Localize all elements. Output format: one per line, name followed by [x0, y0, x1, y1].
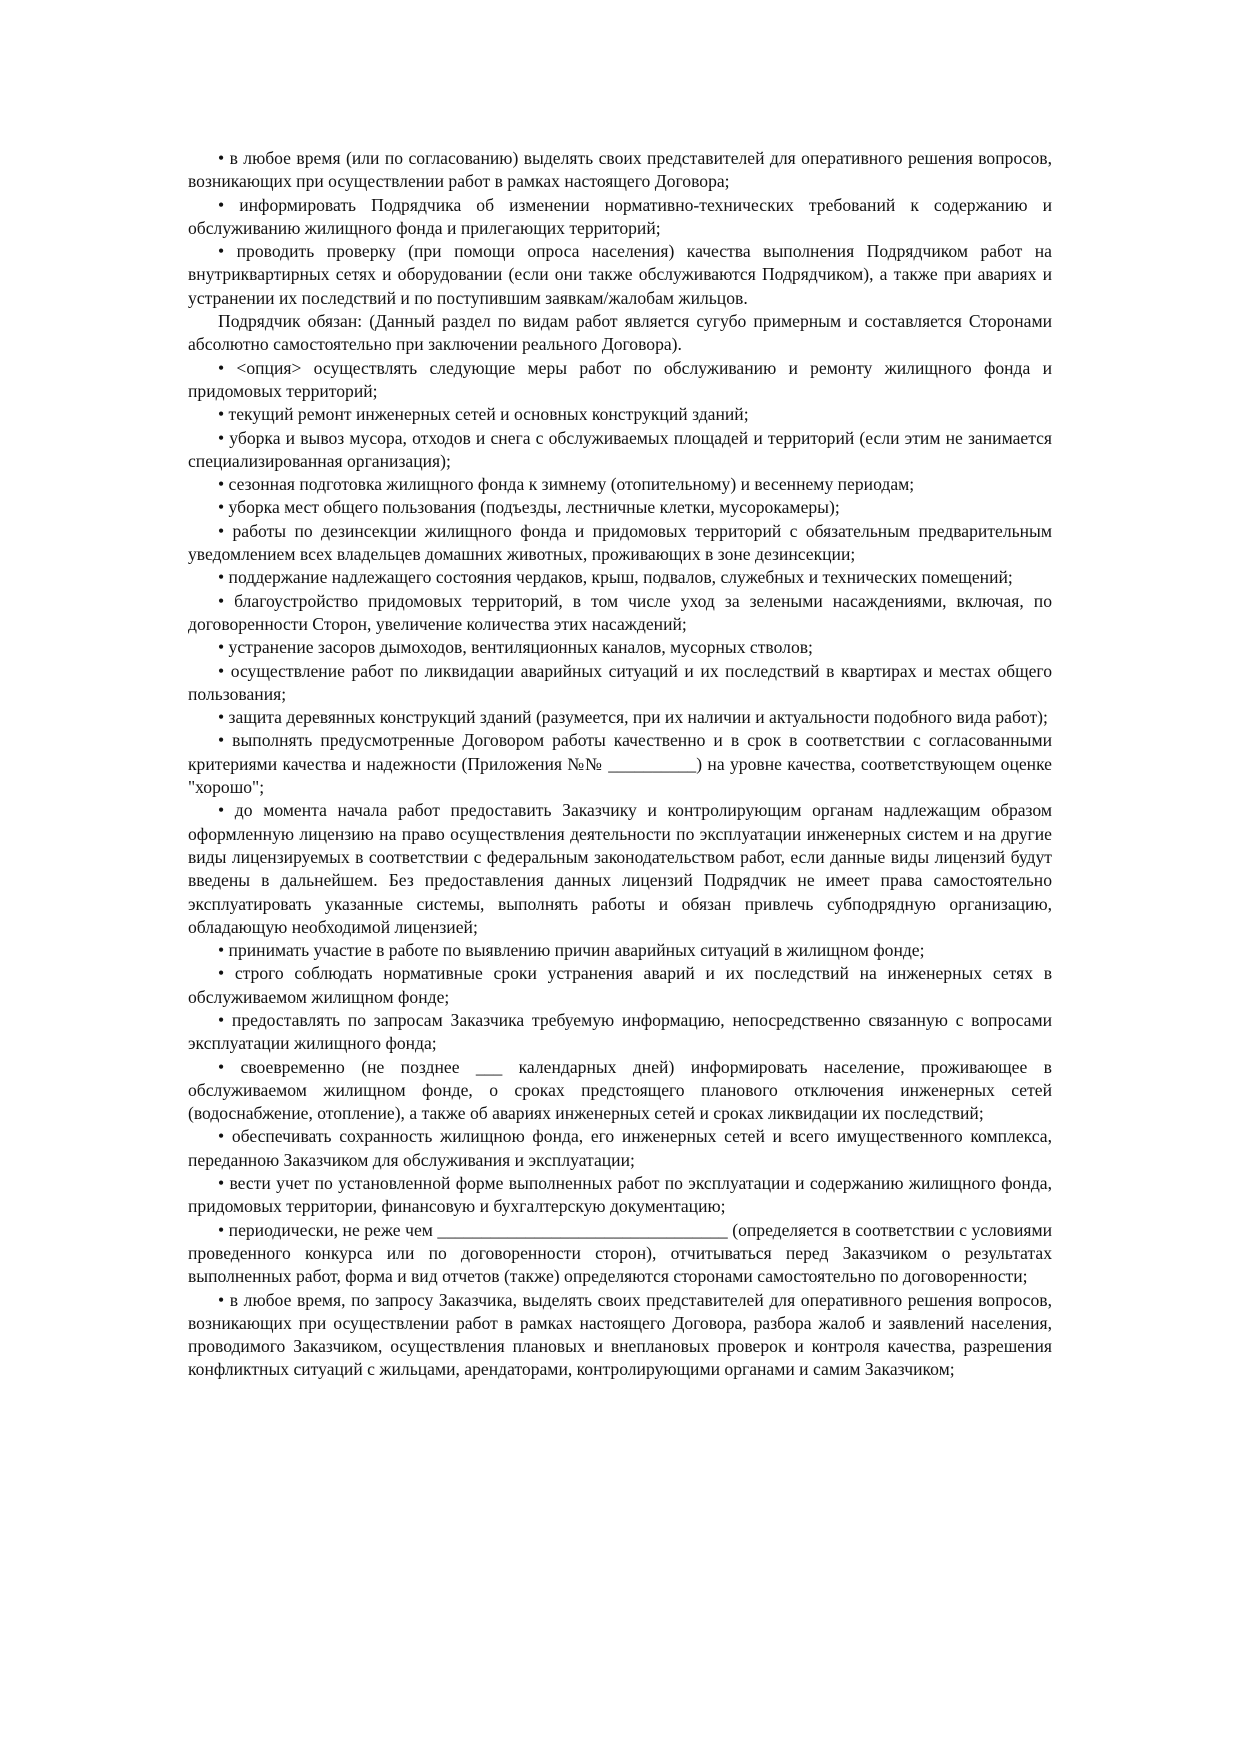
paragraph-4: Подрядчик обязан: (Данный раздел по видам работ является сугубо примерным и составляется Сторонами абсолютно самостоятельно при заключении реального Договора). [188, 311, 1052, 355]
paragraph-19: • строго соблюдать нормативные сроки устранения аварий и их последствий на инженерных сетях в обслуживаемом жилищном фонде; [188, 963, 1052, 1007]
paragraph-7: • уборка и вывоз мусора, отходов и снега с обслуживаемых площадей и территорий (если этим не занимается специализированная организация); [188, 427, 1052, 471]
paragraph-23: • вести учет по установленной форме выполненных работ по эксплуатации и содержанию жилищного фонда, придомовых территории, финансовую и бухгалтерскую документацию; [188, 1173, 1052, 1217]
paragraph-5: • <опция> осуществлять следующие меры работ по обслуживанию и ремонту жилищного фонда и придомовых территорий; [188, 357, 1052, 401]
paragraph-21: • своевременно (не позднее ___ календарных дней) информировать население, проживающее в обслуживаемом жилищном фонде, о сроках предстоящего планового отключения инженерных сетей (водоснабжение, отопление), а также об авариях инженерных сетей и сроках ликвидации их последствий; [188, 1056, 1052, 1124]
paragraph-11: • поддержание надлежащего состояния чердаков, крыш, подвалов, служебных и технических помещений; [218, 567, 1013, 588]
paragraph-2: • информировать Подрядчика об изменении нормативно-технических требований к содержанию и обслуживанию жилищного фонда и прилегающих территорий; [188, 194, 1052, 238]
paragraph-9: • уборка мест общего пользования (подъезды, лестничные клетки, мусорокамеры); [218, 497, 840, 518]
paragraph-16: • выполнять предусмотренные Договором работы качественно и в срок в соответствии с согласованными критериями качества и надежности (Приложения №№ __________) на уровне качества, соответствующем оценке "хорошо"; [188, 730, 1052, 798]
paragraph-12: • благоустройство придомовых территорий, в том числе уход за зелеными насаждениями, включая, по договоренности Сторон, увеличение количества этих насаждений; [188, 590, 1052, 634]
paragraph-22: • обеспечивать сохранность жилищною фонда, его инженерных сетей и всего имущественного комплекса, переданною Заказчиком для обслуживания и эксплуатации; [188, 1126, 1052, 1170]
paragraph-1: • в любое время (или по согласованию) выделять своих представителей для оперативного решения вопросов, возникающих при осуществлении работ в рамках настоящего Договора; [188, 148, 1052, 192]
paragraph-18: • принимать участие в работе по выявлению причин аварийных ситуаций в жилищном фонде; [218, 940, 925, 961]
paragraph-17: • до момента начала работ предоставить Заказчику и контролирующим органам надлежащим образом оформленную лицензию на право осуществления деятельности по эксплуатации инженерных систем и на другие виды лицензируемых в соответствии с федеральным законодательством работ, если данные виды лицензий будут введены в дальнейшем. Без предоставления данных лицензий Подрядчик не имеет права самостоятельно эксплуатировать указанные системы, выполнять работы и обязан привлечь субподрядную организацию, обладающую необходимой лицензией; [188, 800, 1052, 937]
document-page [188, 147, 1052, 1382]
paragraph-15: • защита деревянных конструкций зданий (разумеется, при их наличии и актуальности подобного вида работ); [218, 707, 1048, 728]
paragraph-24: • периодически, не реже чем _________________________________ (определяется в соответствии с условиями проведенного конкурса или по договоренности сторон), отчитываться перед Заказчиком о результатах выполненных работ, форма и вид отчетов (также) определяются сторонами самостоятельно по договоренности; [188, 1219, 1052, 1287]
paragraph-25: • в любое время, по запросу Заказчика, выделять своих представителей для оперативного решения вопросов, возникающих при осуществлении работ в рамках настоящего Договора, разбора жалоб и заявлений населения, проводимого Заказчиком, осуществления плановых и внеплановых проверок и контроля качества, разрешения конфликтных ситуаций с жильцами, арендаторами, контролирующими органами и самим Заказчиком; [188, 1289, 1052, 1380]
paragraph-20: • предоставлять по запросам Заказчика требуемую информацию, непосредственно связанную с вопросами эксплуатации жилищного фонда; [188, 1009, 1052, 1054]
paragraph-10: • работы по дезинсекции жилищного фонда и придомовых территорий с обязательным предварительным уведомлением всех владельцев домашних животных, проживающих в зоне дезинсекции; [188, 520, 1052, 565]
paragraph-14: • осуществление работ по ликвидации аварийных ситуаций и их последствий в квартирах и местах общего пользования; [188, 660, 1052, 704]
paragraph-8: • сезонная подготовка жилищного фонда к зимнему (отопительному) и весеннему периодам; [218, 474, 915, 495]
paragraph-13: • устранение засоров дымоходов, вентиляционных каналов, мусорных стволов; [218, 637, 813, 658]
paragraph-6: • текущий ремонт инженерных сетей и основных конструкций зданий; [218, 404, 749, 425]
paragraph-3: • проводить проверку (при помощи опроса населения) качества выполнения Подрядчиком работ на внутриквартирных сетях и оборудовании (если они также обслуживаются Подрядчиком), а также при авариях и устранении их последствий и по поступившим заявкам/жалобам жильцов. [188, 241, 1052, 308]
